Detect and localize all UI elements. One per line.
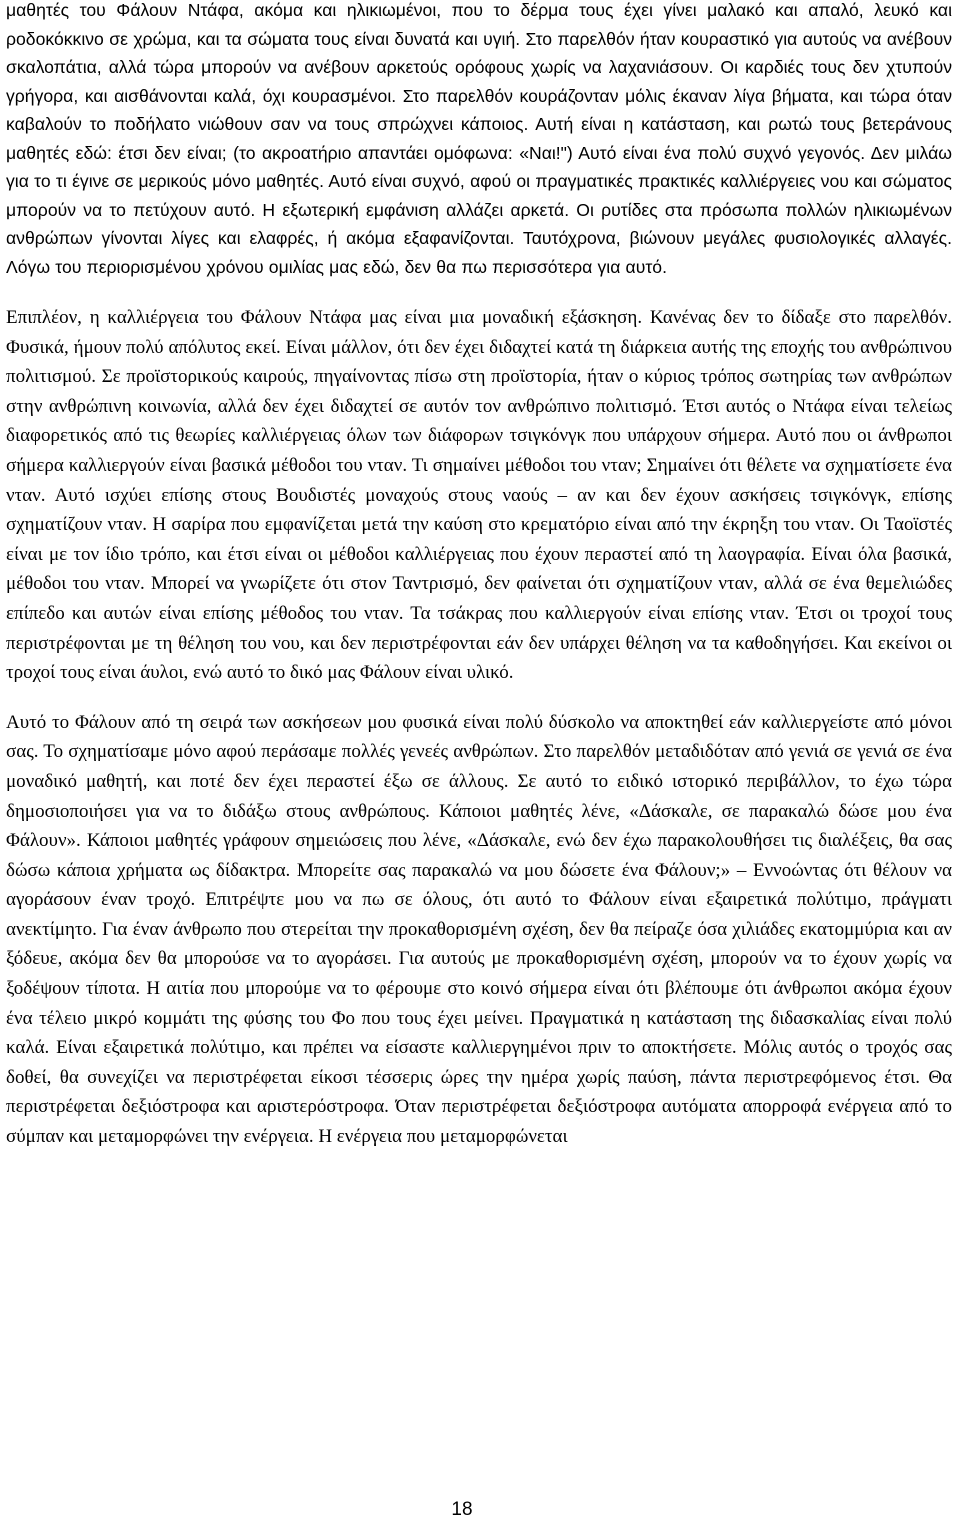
paragraph-1: μαθητές του Φάλουν Ντάφα, ακόμα και ηλικιωμένοι, που το δέρμα τους έχει γίνει μαλακό και απαλό, λευκό και ροδοκόκκινο σε χρώμα, και τα σώματα τους είναι δυνατά και υγιή. Στο παρελθόν ήταν κουραστικό για αυτούς να ανέβουν σκαλοπάτια, αλλά τώρα μπορούν να ανέβουν αρκετούς ορόφους χωρίς να λαχανιάσουν. Οι καρδιές τους δεν χτυπούν γρήγορα, και αισθάνονται καλά, όχι κουρασμένοι. Στο παρελθόν κουράζονταν μόλις έκαναν λίγα βήματα, και τώρα όταν καβαλούν το ποδήλατο νιώθουν σαν να τους σπρώχνει κάποιος. Αυτή είναι η κατάσταση, και ρωτώ τους βετεράνους μαθητές εδώ: έτσι δεν είναι; (το ακροατήριο απαντάει ομόφωνα: «Ναι!") Αυτό είναι ένα πολύ συχνό γεγονός. Δεν μιλάω για το τι έγινε σε μερικούς μόνο μαθητές. Αυτό είναι συχνό, αφού οι πραγματικές πρακτικές καλλιέργειες νου και σώματος μπορούν να το πετύχουν αυτό. Η εξωτερική εμφάνιση αλλάζει αρκετά. Οι ρυτίδες στα πρόσωπα πολλών ηλικιωμένων ανθρώπων γίνονται λίγες και ελαφρές, ή ακόμα εξαφανίζονται. Ταυτόχρονα, βιώνουν μεγάλες φυσιολογικές αλλαγές. Λόγω του περιορισμένου χρόνου ομιλίας μας εδώ, δεν θα πω περισσότερα για αυτό. [6, 0, 952, 277]
paragraph-3: Αυτό το Φάλουν από τη σειρά των ασκήσεων μου φυσικά είναι πολύ δύσκολο να αποκτηθεί εάν καλλιεργείστε από μόνοι σας. Το σχηματίσαμε μόνο αφού περάσαμε πολλές γενεές ανθρώπων. Στο παρελθόν μεταδιδόταν από γενιά σε γενιά σε ένα μοναδικό μαθητή, και ποτέ δεν έχει περαστεί έξω σε άλλους. Σε αυτό το ειδικό ιστορικό περιβάλλον, το έχω τώρα δημοσιοποιήσει για να το διδάξω στους ανθρώπους. Κάποιοι μαθητές λένε, «Δάσκαλε, σε παρακαλώ δώσε μου ένα Φάλουν». Κάποιοι μαθητές γράφουν σημειώσεις που λένε, «Δάσκαλε, ενώ δεν έχω παρακολουθήσει τις διαλέξεις, θα σας δώσω κάποια χρήματα ως δίδακτρα. Μπορείτε σας παρακαλώ να μου δώσετε ένα Φάλουν;» – Εννοώντας ότι θέλουν να αγοράσουν έναν τροχό. Επιτρέψτε μου να πω σε όλους, ότι αυτό το Φάλουν είναι εξαιρετικά πολύτιμο, πράγματι ανεκτίμητο. Για έναν άνθρωπο που στερείται την προκαθορισμένη σχέση, δεν θα πείραζε όσα χιλιάδες εκατομμύρια και αν ξόδευε, ακόμα δεν θα μπορούσε να το αγοράσει. Για αυτούς με προκαθορισμένη σχέση, μπορούν να το έχουν χωρίς να ξοδέψουν τίποτα. Η αιτία που μπορούμε να το φέρουμε στο κοινό σήμερα είναι ότι βλέπουμε ότι άνθρωποι ακόμα έχουν ένα τέλειο μικρό κομμάτι της φύσης του Φο που τους έχει μείνει. Πραγματικά η κατάσταση της διδασκαλίας είναι πολύ καλά. Είναι εξαιρετικά πολύτιμο, και πρέπει να είσαστε καλλιεργημένοι πριν το αποκτήσετε. Μόλις αυτός ο τροχός σας δοθεί, θα συνεχίζει να περιστρέφεται είκοσι τέσσερις ώρες την ημέρα χωρίς παύση, πάντα περιστρεφόμενος έτσι. Θα περιστρέφεται δεξιόστροφα και αριστερόστροφα. Όταν περιστρέφεται δεξιόστροφα αυτόματα απορροφά ενέργεια από το σύμπαν και μεταμορφώνει την ενέργεια. Η ενέργεια που μεταμορφώνεται [6, 711, 952, 1148]
paragraph-2: Επιπλέον, η καλλιέργεια του Φάλουν Ντάφα μας είναι μια μοναδική εξάσκηση. Κανένας δεν το δίδαξε στο παρελθόν. Φυσικά, ήμουν πολύ απόλυτος εκεί. Είναι μάλλον, ότι δεν έχει διδαχτεί κατά τη διάρκεια αυτής της εποχής του ανθρώπινου πολιτισμού. Σε προϊστορικούς καιρούς, πηγαίνοντας πίσω στη προϊστορία, ήταν ο κύριος τρόπος σωτηρίας των ανθρώπων στην ανθρώπινη κοινωνία, αλλά δεν έχει διδαχτεί σε αυτόν τον ανθρώπινο πολιτισμό. Έτσι αυτός ο Ντάφα είναι τελείως διαφορετικός από τις θεωρίες καλλιέργειας όλων των διάφορων τσιγκόνγκ που υπάρχουν σήμερα. Αυτό που οι άνθρωποι σήμερα καλλιεργούν είναι βασικά μέθοδοι του νταν. Τι σημαίνει μέθοδοι του νταν; Σημαίνει ότι θέλετε να σχηματίσετε ένα νταν. Αυτό ισχύει επίσης στους Βουδιστές μοναχούς στους ναούς – αν και δεν έχουν ασκήσεις τσιγκόνγκ, επίσης σχηματίζουν νταν. Η σαρίρα που εμφανίζεται μετά την καύση στο κρεματόριο είναι από την έκρηξη του νταν. Οι Ταοϊστές είναι με τον ίδιο τρόπο, και έτσι είναι οι μέθοδοι καλλιέργειας που έχουν περαστεί από τη λαογραφία. Είναι όλα βασικά, μέθοδοι του νταν. Μπορεί να γνωρίζετε ότι στον Ταντρισμό, δεν φαίνεται ότι σχηματίζουν νταν, αλλά σε ένα θεμελιώδες επίπεδο και αυτών είναι επίσης μέθοδος του νταν. Τα τσάκρας που καλλιεργούν είναι επίσης νταν. Έτσι οι τροχοί τους περιστρέφονται με τη θέληση του νου, και δεν περιστρέφονται εάν δεν υπάρχει θέληση να τα καθοδηγήσει. Και εκείνοι οι τροχοί τους είναι άυλοι, ενώ αυτό το δικό μας Φάλουν είναι υλικό. [6, 307, 952, 684]
page-number: 18 [451, 1499, 473, 1520]
